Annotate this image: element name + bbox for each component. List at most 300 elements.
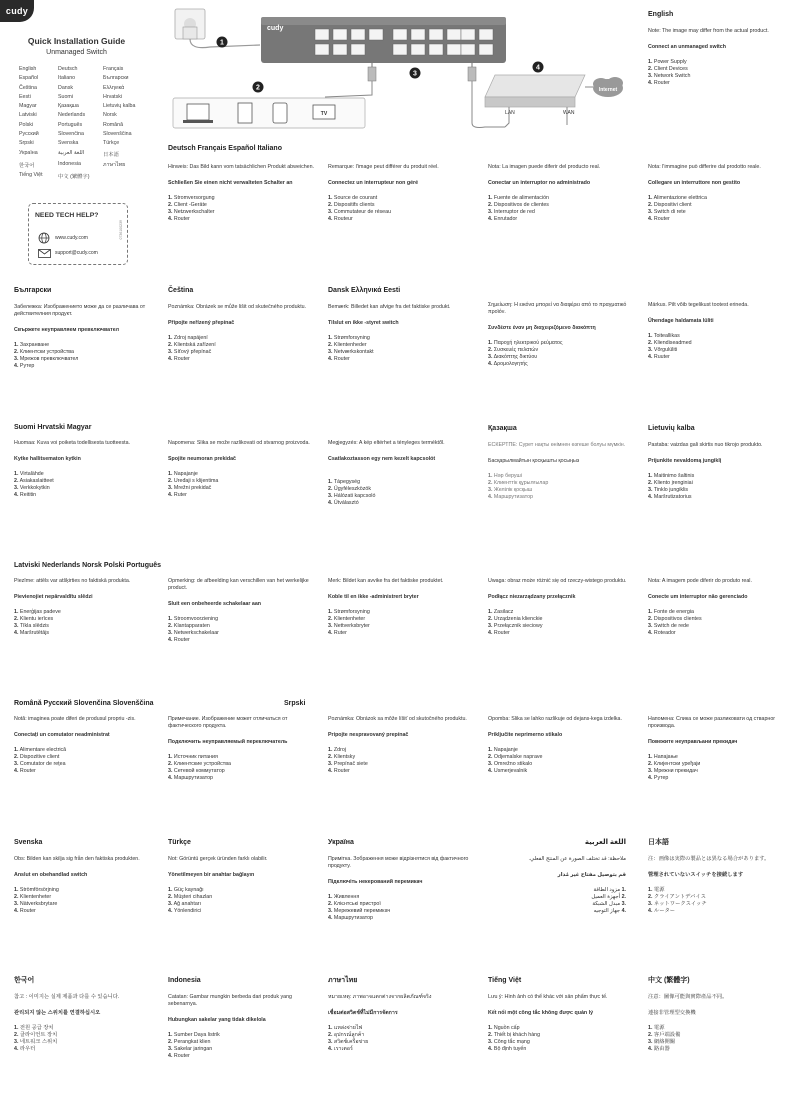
- section-note: Napomena: Slika se može razlikovati od stvarnog proizvoda.: [168, 440, 310, 446]
- list-item: 3. Nätverksbrytare: [14, 901, 58, 908]
- section-greek: [488, 302, 638, 368]
- section-polski: [488, 578, 638, 637]
- list-item: 4. Маршрутизатор: [168, 774, 213, 781]
- list-item: 2. Dispositivos de clientes: [488, 201, 549, 208]
- section-heading: Indonesia: [168, 977, 201, 984]
- section-korean: [14, 976, 164, 1053]
- product-code: 0736100239: [119, 220, 123, 240]
- installation-diagram: [165, 5, 635, 135]
- section-indonesia: [168, 976, 318, 1060]
- list-item: 3. Võrgulüliti: [648, 346, 678, 353]
- section-connect-title: Připojte neřízený přepínač: [168, 320, 235, 327]
- row3-heading: Suomi Hrvatski Magyar: [14, 424, 92, 431]
- list-item: 1. Zdroj: [328, 746, 346, 753]
- list-item: 4. Рутер: [14, 363, 35, 370]
- language-label: ภาษาไทย: [103, 161, 126, 168]
- list-item: 4. Yönlendirici: [168, 908, 202, 915]
- list-item: 3. Ağ anahtarı: [168, 901, 201, 908]
- list-item: 4. Router: [168, 636, 190, 643]
- section-heading: 中文 (繁體字): [648, 977, 690, 984]
- internet-label: Internet: [598, 87, 618, 93]
- list-item: 2. Client -Geräte: [168, 201, 207, 208]
- section-note: Nota: La imagen puede diferir del producto real.: [488, 164, 601, 170]
- guide-subtitle: Unmanaged Switch: [46, 49, 107, 56]
- language-label: Lietuvių kalba: [103, 103, 136, 110]
- language-label: Tiếng Việt: [19, 172, 43, 179]
- language-label: Русский: [19, 131, 39, 138]
- section-deutsch: [168, 164, 318, 223]
- section-note: Poznámka: Obrázok sa môže líšiť od skutočného produktu.: [328, 716, 467, 722]
- section-note: Huomaa: Kuva voi poiketa todellisesta tuotteesta.: [14, 440, 131, 446]
- website-link[interactable]: www.cudy.com: [55, 235, 88, 241]
- section-note: Opmerking: de afbeelding kan verschillen van het werkelijke product.: [168, 578, 309, 591]
- section-connect-title: Anslut en obehandlad switch: [14, 872, 88, 879]
- list-item: .2 أجهزة العميل: [591, 894, 626, 901]
- section-heading: Lietuvių kalba: [648, 425, 695, 432]
- section-dansk: [328, 286, 478, 363]
- language-label: Srpski: [19, 140, 34, 147]
- section-note: Bemærk: Billedet kan afvige fra det faktiske produkt.: [328, 304, 451, 311]
- section-note: ЕСКЕРТПЕ: Сурет нақты өнімнен өзгеше болуы мүмкін.: [488, 442, 626, 449]
- language-label: Italiano: [58, 75, 76, 82]
- list-item: 1. Maitinimo šaltinis: [648, 473, 695, 480]
- section-note: Merk: Bildet kan avvike fra det faktiske produktet.: [328, 578, 444, 584]
- list-item: 3. 網絡開關: [648, 1039, 676, 1046]
- section-latviski: [14, 578, 164, 637]
- section-heading: 한국어: [14, 977, 35, 984]
- section-slovenscina: [488, 716, 638, 775]
- section-connect-title: Conectar un interruptor no administrado: [488, 179, 591, 186]
- list-item: 3. Мрежов превключвател: [14, 356, 79, 363]
- section-note: Pastaba: vaizdas gali skirtis nuo tikrojo produkto.: [648, 442, 763, 449]
- language-index: [19, 66, 144, 180]
- list-item: 2. Perangkat klien: [168, 1039, 211, 1046]
- list-item: 4. Routeur: [328, 215, 353, 222]
- guide-title: Quick Installation Guide: [27, 36, 126, 46]
- section-heading: Dansk Ελληνικά Eesti: [328, 287, 401, 294]
- section-connect-title: Tilslut en ikke -styret switch: [328, 320, 399, 327]
- list-item: 4. Router: [14, 908, 36, 915]
- globe-icon: [38, 232, 50, 244]
- section-svenska: [14, 838, 164, 915]
- phone-icon: [273, 103, 287, 123]
- section-note: 참고 : 이미지는 실제 제품과 다를 수 있습니다.: [14, 994, 120, 1001]
- section-slovencina: [328, 716, 478, 775]
- section-kazakh: [488, 424, 638, 501]
- list-item: 1. 전원 공급 장치: [14, 1025, 54, 1032]
- section-note: Catatan: Gambar mungkin berbeda dari produk yang sebenarnya.: [168, 994, 292, 1008]
- list-item: 3. Hálózati kapcsoló: [328, 492, 376, 499]
- list-item: 4. Maršrutētājs: [14, 629, 50, 636]
- list-item: 2. 客戶端設備: [648, 1032, 681, 1039]
- list-item: 2. Клієнтські пристрої: [328, 901, 381, 908]
- section-ukrainian: [328, 838, 478, 922]
- section-note: 注意：圖像可能與實際產品不同。: [648, 994, 728, 1001]
- cudy-logo: cudy: [0, 0, 34, 22]
- list-item: 2. Odjemalske naprave: [488, 753, 543, 760]
- list-item: 3. Tīkla slēdzis: [14, 622, 49, 629]
- section-note: Megjegyzés: A kép eltérhet a tényleges terméktől.: [328, 440, 445, 446]
- list-item: 4. Рутер: [648, 774, 669, 781]
- list-item: 1. Power Supply: [648, 59, 687, 66]
- list-item: 4. Router: [328, 356, 350, 363]
- list-item: 2. 클라이언트 장치: [14, 1032, 58, 1039]
- list-item: 2. Müşteri cihazları: [168, 894, 213, 901]
- section-italiano: [648, 164, 798, 223]
- section-magyar: [328, 440, 478, 507]
- language-label: Ελληνικά: [103, 84, 125, 91]
- list-item: 3. Διακόπτης δικτύου: [488, 353, 538, 360]
- section-connect-title: Kytke hallitsematon kytkin: [14, 455, 81, 462]
- section-note: Uwaga: obraz może różnić się od rzeczy-wistego produktu.: [488, 578, 627, 584]
- list-item: 4. Usmerjevalnik: [488, 767, 528, 774]
- list-item: 4. Ruter: [328, 629, 347, 636]
- section-note: ملاحظة: قد تختلف الصورة عن المنتج الفعلي.: [528, 856, 626, 863]
- section-connect-title: Conecte um interruptor não gerenciado: [648, 593, 748, 600]
- list-item: 1. Strømforsyning: [328, 608, 370, 615]
- list-item: 4. ルーター: [648, 908, 676, 915]
- section-hrvatski: [168, 440, 318, 499]
- list-item: 1. Strømforsyning: [328, 335, 370, 342]
- language-label: Magyar: [19, 103, 37, 110]
- section-note: Remarque: l'image peut différer du produit réel.: [328, 164, 439, 170]
- language-label: Deutsch: [58, 66, 78, 72]
- section-heading: اللغة العربية: [584, 839, 626, 846]
- language-label: Eesti: [19, 93, 31, 100]
- section-turkce: [168, 838, 318, 915]
- language-label: Polski: [19, 121, 34, 128]
- desktop-icon: [238, 103, 252, 123]
- list-item: 1. Virtalähde: [14, 470, 44, 477]
- list-item: 3. Мрежни прекидач: [648, 767, 698, 774]
- list-item: 2. Dispositifs clients: [328, 201, 375, 208]
- list-item: 1. Alimentazione elettrica: [648, 194, 707, 201]
- section-note: Примечание. Изображение может отличаться от фактического продукта.: [168, 716, 288, 729]
- list-item: .1 مزود الطاقة: [593, 887, 626, 894]
- list-item: 3. Сетевой коммутатор: [168, 767, 225, 774]
- list-item: 1. Zasilacz: [488, 608, 514, 615]
- language-label: 한국어: [19, 162, 35, 169]
- section-connect-title: Koble til en ikke -administrert bryter: [328, 593, 419, 600]
- section-russian: [168, 716, 318, 782]
- list-item: 2. Dispositivos clientes: [648, 615, 702, 622]
- section-lithuanian: [648, 424, 798, 501]
- language-label: Čeština: [19, 84, 37, 91]
- section-eesti: [648, 302, 798, 361]
- section-connect-title: Kết nối một công tắc không được quản lý: [488, 1010, 594, 1017]
- section-connect-title: Conectați un comutator neadministrat: [14, 731, 110, 738]
- list-item: 3. สวิตช์เครือข่าย: [328, 1039, 369, 1046]
- list-item: 4. Router: [168, 1053, 190, 1060]
- section-suomi: [14, 440, 164, 499]
- section-connect-title: Schließen Sie einen nicht verwalteten Schalter an: [168, 179, 293, 186]
- list-item: 4. Ruuter: [648, 353, 670, 360]
- language-label: Suomi: [58, 93, 74, 100]
- list-item: 1. Tápegység: [328, 478, 361, 485]
- list-item: 1. 電源: [648, 1025, 665, 1032]
- list-item: 2. Client Devices: [648, 66, 688, 73]
- row5-heading-serbian: Srpski: [284, 700, 306, 707]
- row1-heading: Deutsch Français Español Italiano: [168, 145, 282, 152]
- list-item: 2. Urządzenia klienckie: [488, 615, 543, 622]
- language-label: Svenska: [58, 140, 79, 147]
- language-label: Français: [103, 66, 124, 72]
- row5-heading: Română Русский Slovenčina Slovenščina: [14, 700, 154, 707]
- section-note: Напомена: Слика се може разликовати од стварног производа.: [648, 716, 776, 729]
- list-item: 3. Omrežno stikalo: [488, 760, 533, 767]
- section-connect-title: Подключить неуправляемый переключатель: [168, 738, 288, 745]
- section-heading: Українa: [328, 839, 354, 846]
- list-item: 2. Uređaji s klijentima: [168, 477, 219, 484]
- list-item: 2. Клиентски устройства: [14, 349, 74, 356]
- section-connect-title: Pripojte nespravovaný prepínač: [328, 731, 409, 738]
- list-item: 3. 네트워크 스위치: [14, 1039, 58, 1046]
- section-chinese-traditional: [648, 976, 798, 1053]
- list-item: 3. Síťový přepínač: [168, 349, 212, 356]
- list-item: 3. Mrežni prekidač: [168, 484, 212, 491]
- list-item: 3. Przełącznik sieciowy: [488, 622, 543, 629]
- language-label: Hrvatski: [103, 93, 123, 100]
- section-vietnamese: [488, 976, 638, 1053]
- section-note: Obs: Bilden kan skilja sig från den faktiska produkten.: [14, 856, 140, 863]
- list-item: .3 مبدل الشبكة: [592, 901, 626, 908]
- list-item: 1. 電源: [648, 887, 665, 894]
- list-item: 4. Maršrutizatorius: [648, 494, 692, 501]
- language-label: اللغة العربية: [58, 149, 85, 156]
- section-portugues: [648, 578, 798, 637]
- section-heading: 日本語: [648, 839, 669, 846]
- step-1-label: 1: [220, 39, 224, 47]
- list-item: 1. Источник питания: [168, 753, 218, 760]
- list-item: 2. Asiakaslaitteet: [14, 477, 54, 484]
- list-item: 2. Klientská zařízení: [168, 342, 216, 349]
- language-label: Norsk: [103, 112, 117, 119]
- language-label: Español: [19, 75, 39, 82]
- section-connect-title: Ühendage haldamata lüliti: [648, 317, 714, 324]
- list-item: 3. Желілік қосқыш: [488, 487, 533, 494]
- list-item: 3. ネットワークスイッチ: [648, 901, 707, 908]
- section-connect-title: Свържете неуправляем превключвател: [14, 327, 120, 334]
- list-item: 3. Мережевий перемикач: [328, 908, 391, 915]
- section-note: Примітка. Зображення може відрізнятися від фактичного продукту.: [328, 856, 469, 870]
- list-item: 2. Klientenheder: [328, 342, 367, 349]
- section-note: Nota: l'immagine può differire dal prodotto reale.: [648, 164, 761, 170]
- section-note: Piezīme: attēls var atšķirties no faktiskā produkta.: [14, 578, 131, 584]
- list-item: 1. Stromversorgung: [168, 194, 215, 201]
- list-item: 1. Захранване: [14, 342, 50, 349]
- client-devices: [173, 98, 365, 128]
- section-connect-title: Pievienojiet nepārvaldītu slēdzi: [14, 593, 93, 600]
- section-note: หมายเหตุ: ภาพอาจแตกต่างจากผลิตภัณฑ์จริง: [328, 994, 432, 1001]
- language-label: 中文 (繁體字): [58, 174, 90, 181]
- list-item: 1. Napajanje: [488, 746, 518, 753]
- section-francais: [328, 164, 478, 223]
- list-item: 1. แหล่งจ่ายไฟ: [328, 1025, 363, 1032]
- language-label: Türkçe: [103, 140, 120, 147]
- list-item: 2. อุปกรณ์ลูกค้า: [328, 1032, 365, 1039]
- section-heading: Čeština: [168, 287, 194, 294]
- list-item: 3. Netzwerkschalter: [168, 208, 215, 215]
- list-item: 2. Dispozitive client: [14, 753, 60, 760]
- list-item: 4. Ruter: [168, 491, 187, 498]
- support-email-link[interactable]: support@cudy.com: [55, 250, 98, 256]
- list-item: 2. Ügyféleszközök: [328, 485, 371, 492]
- list-item: 3. Interruptor de red: [488, 208, 535, 215]
- language-label: 日本語: [103, 151, 119, 158]
- list-item: 3. Switch di rete: [648, 208, 686, 215]
- section-connect-title: 連接非管理型交換機: [648, 1010, 696, 1017]
- step-3-label: 3: [413, 70, 417, 78]
- section-connect-title: Hubungkan sakelar yang tidak dikelola: [168, 1017, 266, 1024]
- section-connect-title: Басқарылмайтын қосқышты қосыңыз: [488, 458, 580, 465]
- list-item: 4. Маршрутизатор: [488, 494, 533, 501]
- section-norsk: [328, 578, 478, 637]
- list-item: 1. Живлення: [328, 894, 360, 901]
- list-item: 2. Συσκευές πελατών: [488, 346, 539, 353]
- list-item: 4. Bộ định tuyến: [488, 1046, 527, 1053]
- list-item: 2. Klientenheter: [14, 894, 52, 901]
- list-item: 2. クライアントデバイス: [648, 894, 706, 901]
- list-item: 1. Нәр беруші: [488, 473, 522, 480]
- list-item: 3. Comutator de rețea: [14, 760, 66, 767]
- tech-help-title: NEED TECH HELP?: [35, 212, 99, 219]
- step-2-label: 2: [256, 84, 260, 92]
- section-english: [648, 10, 796, 87]
- list-item: 1. Source de courant: [328, 194, 378, 201]
- list-item: 4. Router: [168, 356, 190, 363]
- list-item: 1. Nguồn cấp: [488, 1025, 520, 1032]
- list-item: 3. Prepínač siete: [328, 760, 368, 767]
- section-japanese: [648, 838, 798, 915]
- list-item: 4. Router: [488, 629, 510, 636]
- list-item: 1. Stroomvoorziening: [168, 615, 219, 622]
- language-label: Indonesia: [58, 160, 81, 167]
- list-item: 3. Công tắc mạng: [488, 1039, 530, 1046]
- section-note: Note: The image may differ from the actual product.: [648, 28, 769, 35]
- section-connect-title: قم بتوصيل مفتاح غير مُدار: [557, 872, 626, 879]
- list-item: 4. เราเตอร์: [328, 1046, 353, 1053]
- section-note: Забележка: Изображението може да се различава от действителния продукт.: [14, 304, 146, 318]
- section-heading: English: [648, 11, 674, 18]
- section-heading: Български: [14, 287, 52, 294]
- list-item: 3. Nettverksbryter: [328, 622, 370, 629]
- section-connect-title: Collegare un interruttore non gestito: [648, 179, 741, 186]
- list-item: 2. Klientsky: [328, 753, 356, 760]
- switch-logo: cudy: [267, 25, 284, 32]
- list-item: 3. Sakelar jaringan: [168, 1046, 213, 1053]
- section-note: Lưu ý: Hình ảnh có thể khác với sản phẩm thực tế.: [488, 994, 608, 1001]
- list-item: 2. Klientu ierīces: [14, 615, 54, 622]
- list-item: 1. Напајање: [648, 753, 678, 760]
- section-note: Hinweis: Das Bild kann vom tatsächlichen Produkt abweichen.: [168, 164, 315, 170]
- list-item: 1. Fonte de energia: [648, 608, 694, 615]
- list-item: 4. Reititin: [14, 491, 37, 498]
- list-item: 4. 路由器: [648, 1046, 670, 1053]
- section-connect-title: Podłącz niezarządzany przełącznik: [488, 593, 576, 600]
- section-note: Notă: imaginea poate diferi de produsul propriu -zis.: [14, 716, 136, 722]
- tv-label: TV: [320, 111, 328, 117]
- list-item: 3. Network Switch: [648, 73, 691, 80]
- list-item: 2. Kliendiseadmed: [648, 339, 692, 346]
- section-connect-title: Sluit een onbeheerde schakelaar aan: [168, 600, 262, 607]
- list-item: 1. Fuente de alimentación: [488, 194, 549, 201]
- list-item: 2. Klantapparaten: [168, 622, 210, 629]
- power-outlet: [175, 9, 205, 39]
- section-heading: Tiếng Việt: [488, 977, 522, 984]
- section-connect-title: Connect an unmanaged switch: [648, 44, 726, 51]
- section-connect-title: 관리되지 않는 스위치를 연결하십시오: [14, 1010, 101, 1017]
- list-item: 4. Δρομολογητής: [488, 360, 528, 367]
- language-label: Slovenščina: [103, 131, 132, 138]
- language-label: Português: [58, 121, 83, 128]
- section-connect-title: เชื่อมต่อสวิตช์ที่ไม่มีการจัดการ: [328, 1010, 398, 1017]
- list-item: 2. Клиентские устройства: [168, 760, 231, 767]
- section-connect-title: Yönetilmeyen bir anahtar bağlayın: [168, 872, 255, 879]
- section-connect-title: Connectez un interrupteur non géré: [328, 179, 419, 186]
- section-heading: Қазақша: [488, 425, 517, 432]
- language-label: Latviski: [19, 112, 37, 119]
- section-connect-title: Prijunkite nevaldomą jungiklį: [648, 458, 722, 465]
- list-item: 2. Dispositivi client: [648, 201, 692, 208]
- language-label: Nederlands: [58, 112, 86, 119]
- section-espanol: [488, 164, 638, 223]
- list-item: 3. Commutateur de réseau: [328, 208, 392, 215]
- section-heading: Svenska: [14, 839, 43, 846]
- row4-heading: Latviski Nederlands Norsk Polski Português: [14, 562, 162, 569]
- list-item: 4. Útválasztó: [328, 499, 359, 506]
- section-connect-title: Spojite neumoran prekidač: [168, 455, 236, 462]
- list-item: 3. Tinklo jungiklis: [648, 487, 689, 494]
- list-item: 2. Клиенттік құрылғылар: [488, 480, 549, 487]
- list-item: 1. Sumber Daya listrik: [168, 1032, 220, 1039]
- list-item: 4. Маршрутизатор: [328, 915, 373, 922]
- mail-icon: [38, 249, 51, 258]
- list-item: 2. Kliento įrenginiai: [648, 480, 693, 487]
- section-bulgarian: [14, 286, 164, 370]
- router: [485, 75, 585, 107]
- section-note: Opomba: Slika se lahko razlikuje od dejans-kega izdelka.: [488, 716, 622, 722]
- list-item: 3. Netværkskontakt: [328, 349, 374, 356]
- list-item: 1. Napajanje: [168, 470, 198, 477]
- section-connect-title: Підключіть некерований перемикач: [328, 879, 423, 886]
- section-connect-title: Συνδέστε έναν μη διαχειριζόμενο διακόπτη: [488, 324, 596, 331]
- list-item: 1. Strömförsörjning: [14, 887, 59, 894]
- list-item: 1. Zdroj napájení: [168, 335, 208, 342]
- list-item: 4. 라우터: [14, 1046, 36, 1053]
- section-connect-title: Priključite neprimerno stikalo: [488, 731, 563, 738]
- laptop-icon: [187, 104, 209, 120]
- list-item: 4. Router: [328, 767, 350, 774]
- section-note: Nota: A imagem pode diferir do produto real.: [648, 578, 752, 584]
- section-czech: [168, 286, 318, 363]
- tech-help-box: [28, 203, 128, 265]
- list-item: 4. Router: [648, 215, 670, 222]
- list-item: 1. Toiteallikas: [648, 332, 680, 339]
- list-item: 3. Switch de rede: [648, 622, 689, 629]
- language-label: English: [19, 66, 37, 72]
- list-item: 3. Netwerkschakelaar: [168, 629, 219, 636]
- list-item: 1. Güç kaynağı: [168, 887, 204, 894]
- language-label: Română: [103, 121, 124, 128]
- section-arabic: [476, 838, 626, 915]
- section-srpski: [648, 716, 798, 782]
- step-4-label: 4: [536, 64, 540, 72]
- list-item: 2. Klientenheter: [328, 615, 366, 622]
- list-item: 4. Router: [648, 80, 670, 87]
- wan-label: WAN: [563, 110, 575, 116]
- list-item: 4. Enrutador: [488, 215, 518, 222]
- list-item: .4 جهاز التوجيه: [593, 908, 626, 915]
